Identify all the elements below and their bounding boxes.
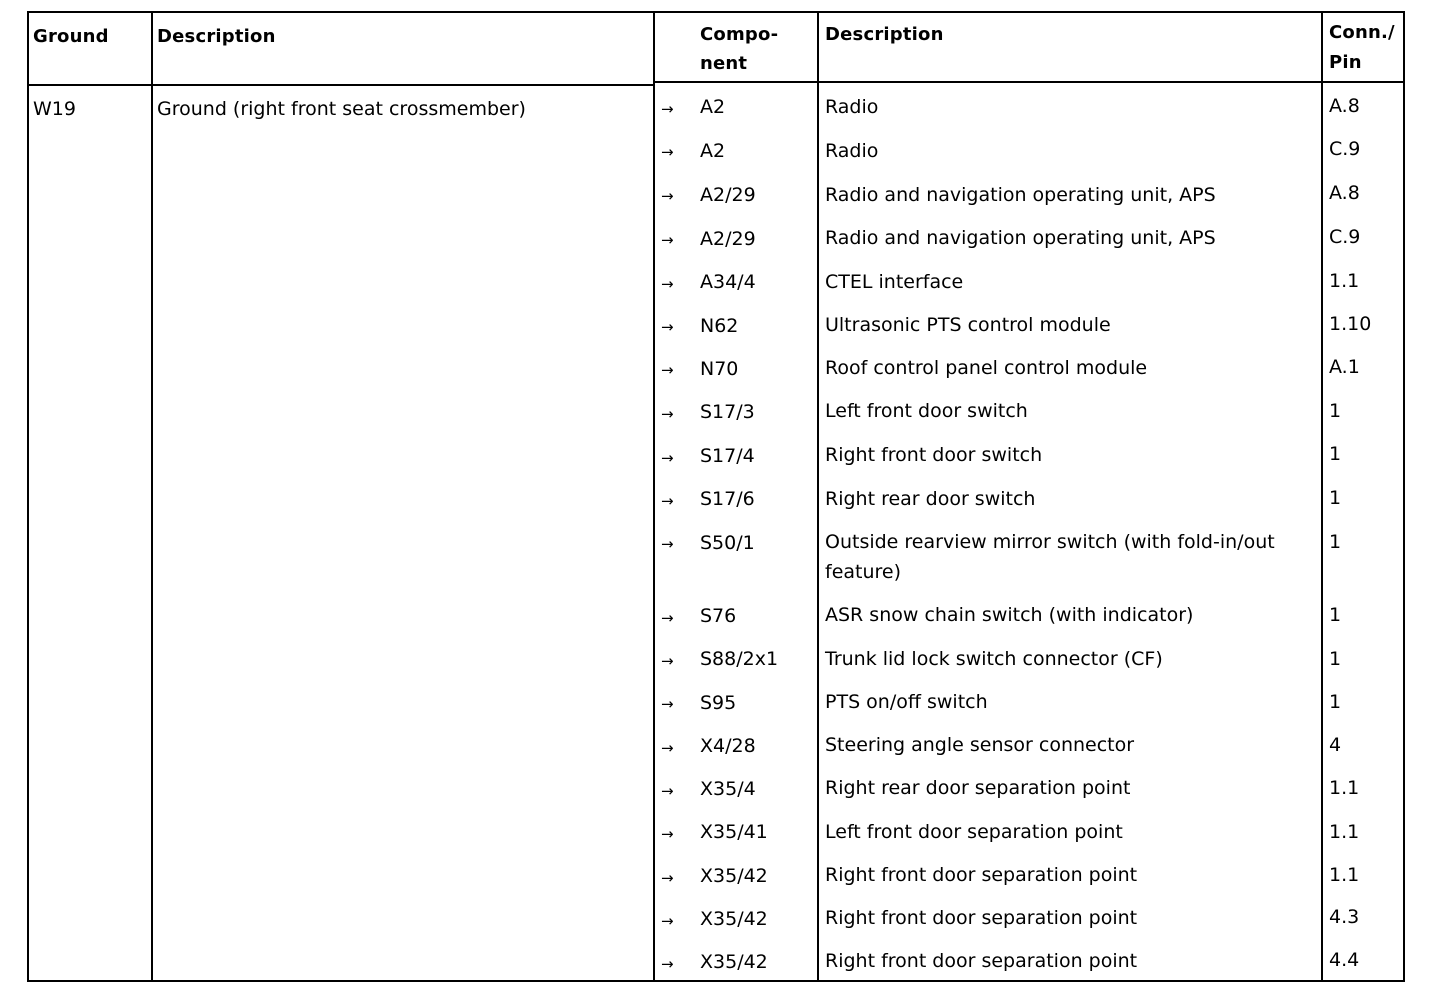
arrow-icon: → — [661, 318, 674, 336]
arrow-icon: → — [661, 869, 674, 887]
arrow-icon: → — [661, 492, 674, 510]
header-ground: Ground — [33, 26, 109, 47]
arrow-icon: → — [661, 361, 674, 379]
component-description: PTS on/off switch — [825, 691, 988, 713]
conn-pin: 1 — [1329, 648, 1342, 670]
header-divider — [653, 81, 1405, 83]
component-description: CTEL interface — [825, 271, 964, 293]
component-description: Radio and navigation operating unit, APS — [825, 227, 1216, 249]
conn-pin: 1 — [1329, 604, 1342, 626]
arrow-icon: → — [661, 739, 674, 757]
component-description: Steering angle sensor connector — [825, 734, 1135, 756]
component-id: X35/4 — [700, 778, 756, 800]
conn-pin: A.8 — [1329, 95, 1360, 117]
column-divider — [817, 13, 819, 980]
arrow-icon: → — [661, 825, 674, 843]
conn-pin: 1 — [1329, 691, 1342, 713]
component-description: Right rear door separation point — [825, 777, 1131, 799]
component-id: N62 — [700, 315, 739, 337]
component-id: S17/6 — [700, 488, 755, 510]
component-description: Right front door separation point — [825, 864, 1138, 886]
component-id: S76 — [700, 605, 737, 627]
conn-pin: 1.10 — [1329, 313, 1372, 335]
component-id: A34/4 — [700, 271, 756, 293]
header-conn-line1: Conn./ — [1329, 22, 1395, 43]
component-description: Right front door separation point — [825, 950, 1138, 972]
component-id: X35/42 — [700, 908, 768, 930]
conn-pin: C.9 — [1329, 226, 1361, 248]
component-description: Outside rearview mirror switch (with fold-in/out feature) — [825, 531, 1275, 583]
component-id: A2/29 — [700, 184, 756, 206]
component-id: S17/3 — [700, 401, 755, 423]
component-description: Left front door separation point — [825, 821, 1123, 843]
component-id: S17/4 — [700, 445, 755, 467]
header-conn-line2: Pin — [1329, 52, 1362, 73]
component-description: ASR snow chain switch (with indicator) — [825, 604, 1194, 626]
conn-pin: 1 — [1329, 443, 1342, 465]
component-description: Radio — [825, 140, 879, 162]
component-id: S95 — [700, 692, 737, 714]
component-id: X35/42 — [700, 951, 768, 973]
component-description: Roof control panel control module — [825, 357, 1148, 379]
arrow-icon: → — [661, 609, 674, 627]
conn-pin: 4 — [1329, 734, 1342, 756]
component-id: A2 — [700, 140, 726, 162]
column-divider — [1321, 13, 1323, 980]
arrow-icon: → — [661, 275, 674, 293]
component-id: X35/42 — [700, 865, 768, 887]
header-component-line2: nent — [700, 53, 748, 74]
arrow-icon: → — [661, 695, 674, 713]
arrow-icon: → — [661, 405, 674, 423]
arrow-icon: → — [661, 535, 674, 553]
component-id: A2/29 — [700, 228, 756, 250]
arrow-icon: → — [661, 187, 674, 205]
conn-pin: 4.4 — [1329, 949, 1360, 971]
conn-pin: 4.3 — [1329, 906, 1360, 928]
header-divider — [29, 84, 653, 86]
component-description: Radio and navigation operating unit, APS — [825, 184, 1216, 206]
ground-description: Ground (right front seat crossmember) — [157, 98, 526, 120]
column-divider — [653, 13, 655, 980]
component-id: X35/41 — [700, 821, 768, 843]
conn-pin: 1.1 — [1329, 821, 1360, 843]
component-description: Right front door switch — [825, 444, 1043, 466]
conn-pin: 1.1 — [1329, 864, 1360, 886]
arrow-icon: → — [661, 652, 674, 670]
header-component-description: Description — [825, 24, 944, 45]
component-description: Right rear door switch — [825, 488, 1036, 510]
conn-pin: 1 — [1329, 487, 1342, 509]
arrow-icon: → — [661, 955, 674, 973]
component-id: A2 — [700, 96, 726, 118]
conn-pin: 1.1 — [1329, 777, 1360, 799]
component-description: Ultrasonic PTS control module — [825, 314, 1111, 336]
component-description: Left front door switch — [825, 400, 1028, 422]
arrow-icon: → — [661, 449, 674, 467]
header-component-line1: Compo- — [700, 24, 779, 45]
conn-pin: 1.1 — [1329, 270, 1360, 292]
component-id: X4/28 — [700, 735, 756, 757]
component-description: Right front door separation point — [825, 907, 1138, 929]
arrow-icon: → — [661, 143, 674, 161]
conn-pin: C.9 — [1329, 138, 1361, 160]
component-description: Trunk lid lock switch connector (CF) — [825, 648, 1163, 670]
ground-connection-table — [27, 11, 1405, 982]
header-ground-description: Description — [157, 26, 276, 47]
component-id: N70 — [700, 358, 739, 380]
conn-pin: A.8 — [1329, 182, 1360, 204]
arrow-icon: → — [661, 782, 674, 800]
conn-pin: 1 — [1329, 531, 1342, 553]
component-description: Radio — [825, 96, 879, 118]
component-id: S88/2x1 — [700, 648, 779, 670]
arrow-icon: → — [661, 231, 674, 249]
ground-id: W19 — [33, 98, 76, 120]
component-id: S50/1 — [700, 532, 755, 554]
arrow-icon: → — [661, 100, 674, 118]
conn-pin: 1 — [1329, 400, 1342, 422]
arrow-icon: → — [661, 912, 674, 930]
column-divider — [151, 13, 153, 980]
conn-pin: A.1 — [1329, 356, 1360, 378]
